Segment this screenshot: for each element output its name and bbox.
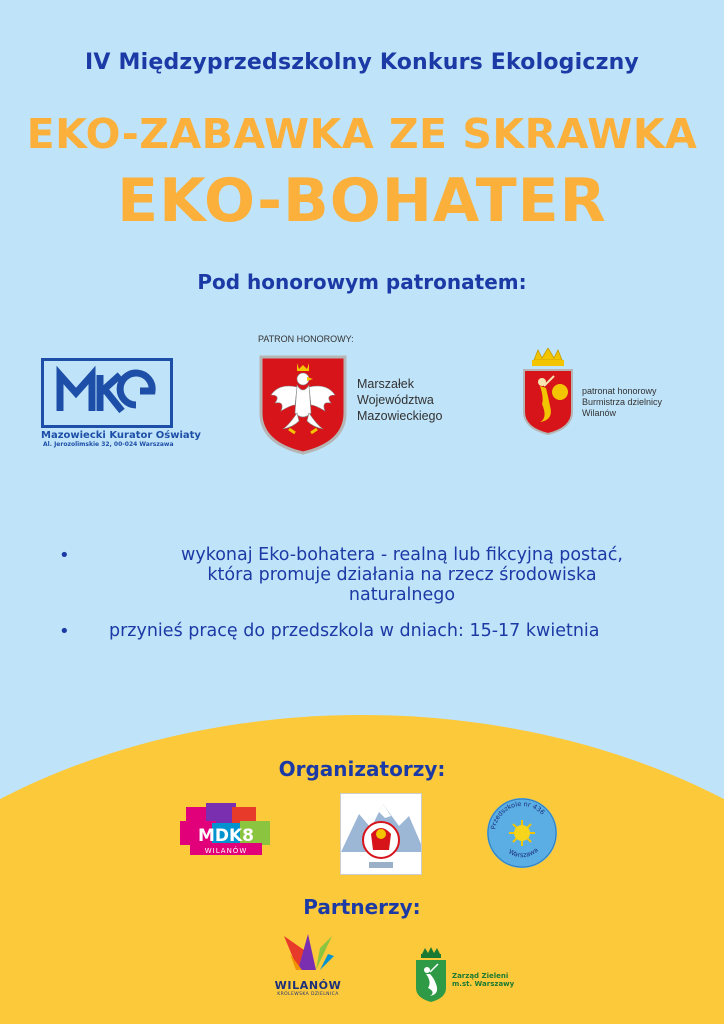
wilanow-patronage-line2: Burmistrza dzielnicy (582, 397, 663, 407)
marszalek-text (357, 376, 442, 424)
wilanow-patronage-line3: Wilanów (582, 408, 617, 418)
warsaw-mermaid-crest-icon (520, 348, 576, 442)
instruction-line: naturalnego (348, 585, 456, 605)
zarzad-zieleni-line2: m.st. Warszawy (452, 980, 515, 988)
organizers-heading: Organizatorzy: (278, 757, 446, 781)
instruction-line: która promuje działania na rzecz środowiska (207, 565, 597, 585)
mko-address: Al. Jerozolimskie 32, 00-024 Warszawa (43, 441, 174, 448)
mdk8-logo-subtext: WILANÓW (204, 847, 248, 855)
instruction-text: przynieś pracę do przedszkola w dniach: 15-17 kwietnia (109, 621, 600, 641)
wilanow-patronage-line1: patronat honorowy (582, 386, 657, 396)
mko-logo-mark (41, 358, 173, 428)
zarzad-zieleni-logo-icon (414, 946, 448, 1008)
bullet-dot: • (59, 545, 70, 566)
instruction-item (55, 621, 695, 642)
mko-caption: Mazowiecki Kurator Oświaty (41, 430, 201, 441)
wilanow-subtitle: KRÓLEWSKA DZIELNICA (277, 992, 339, 997)
wilanow-district-logo (268, 930, 348, 997)
preschool-ring-top: Przedszkole nr 436 (489, 799, 547, 831)
theme-title: EKO-ZABAWKA ZE SKRAWKA (26, 110, 698, 158)
patron-label: PATRON HONOROWY: (258, 334, 354, 344)
patronage-heading: Pod honorowym patronatem: (197, 270, 527, 294)
instruction-item (55, 545, 695, 605)
marszalek-line3: Mazowieckiego (357, 409, 443, 423)
preschool-436-logo (485, 796, 559, 874)
instructions-list (55, 545, 695, 642)
marszalek-line1: Marszałek (357, 377, 414, 391)
competition-title: IV Międzyprzedszkolny Konkurs Ekologiczny (85, 50, 639, 75)
zarzad-zieleni-line1: Zarząd Zieleni (452, 972, 509, 980)
mdk8-logo (180, 803, 276, 861)
zarzad-zieleni-text (452, 972, 514, 988)
mdk8-logo-text: MDK8 (197, 826, 255, 846)
main-title: EKO-BOHATER (117, 166, 607, 236)
wilanow-crown-icon (276, 930, 340, 974)
partners-heading: Partnerzy: (303, 895, 421, 919)
preschool-ring-bottom: Warszawa (507, 845, 540, 860)
instruction-text (109, 545, 695, 605)
bullet-dot: • (59, 621, 70, 642)
instruction-line: wykonaj Eko-bohatera - realną lub fikcyjną postać, (181, 545, 623, 565)
mko-logo (41, 358, 201, 448)
school-logo (340, 793, 422, 875)
wilanow-name: WILANÓW (274, 979, 342, 992)
mazowsze-eagle-crest-icon (259, 355, 347, 459)
wilanow-patronage-text (582, 386, 662, 419)
marszalek-line2: Województwa (357, 393, 434, 407)
